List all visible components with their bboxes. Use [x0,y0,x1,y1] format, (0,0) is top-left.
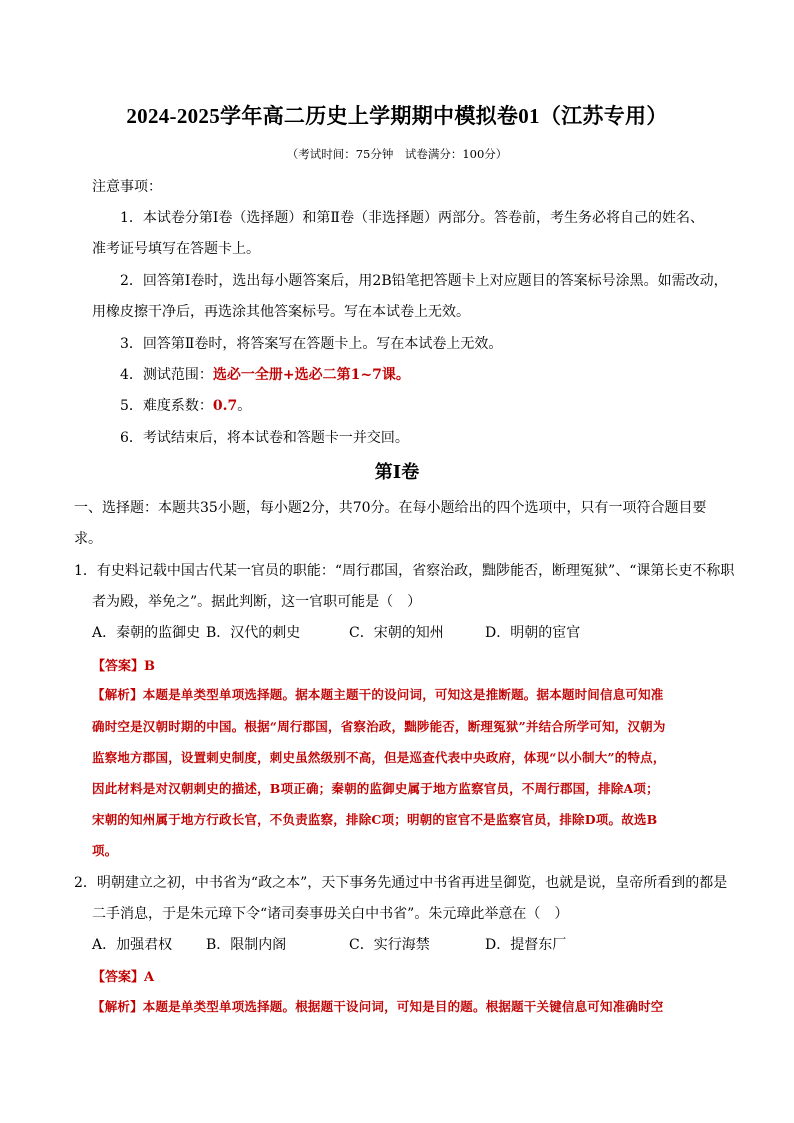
notice-item-5-label: 5．难度系数： [120,398,213,414]
q1-stem-line-2: 者为殿，举免之”。据此判断，这一官职可能是（ ） [92,594,422,610]
q1-analysis-line-2: 确时空是汉朝时期的中国。根据“周行郡国，省察治政，黜陟能否，断理冤狱”并结合所学可知，汉朝为 [92,719,666,734]
exam-info: （考试时间：75分钟 试卷满分：100分） [286,147,508,161]
notice-item-5-end: 。 [237,398,252,414]
q1-analysis-line-1: 【解析】本题是单类型单项选择题。据本题主题干的设问词，可知这是推断题。据本题时间信息可知准 [92,687,664,702]
notice-item-6: 6．考试结束后，将本试卷和答题卡一并交回。 [120,430,409,446]
q1-option-c: C．宋朝的知州 [349,625,444,641]
q1-analysis-line-6: 项。 [92,843,118,858]
notice-item-4-label: 4．测试范围： [120,367,213,383]
q1-answer-value: B [144,659,156,674]
q1-option-d: D．明朝的宦官 [485,625,581,641]
q2-option-a: A．加强君权 [92,937,173,953]
notice-item-2-line-1: 2．回答第Ⅰ卷时，选出每小题答案后，用2B铅笔把答题卡上对应题目的答案标号涂黑。如需改动， [120,273,728,289]
notice-item-3: 3．回答第Ⅱ卷时，将答案写在答题卡上。写在本试卷上无效。 [120,336,503,352]
q1-answer-label: 【答案】 [92,659,145,674]
notice-item-4 [120,364,410,384]
q2-option-b: B．限制内阁 [206,937,287,953]
q2-option-d: D．提督东厂 [485,937,567,953]
notice-heading: 注意事项： [92,179,162,195]
notice-item-1-line-2: 准考证号填写在答题卡上。 [92,241,260,257]
q1-analysis-line-3: 监察地方郡国，设置刺史制度，刺史虽然级别不高，但是巡查代表中央政府，体现“以小制大”的特点， [92,750,666,765]
section-intro-line-1: 一、选择题：本题共35小题，每小题2分，共70分。在每小题给出的四个选项中，只有一项符合题目要 [74,500,707,516]
q1-options [92,622,692,642]
notice-item-2-line-2: 用橡皮擦干净后，再选涂其他答案标号。写在本试卷上无效。 [92,304,470,320]
notice-item-1-line-1: 1．本试卷分第Ⅰ卷（选择题）和第Ⅱ卷（非选择题）两部分。答卷前，考生务必将自己的姓名、 [120,210,704,226]
q2-answer [92,966,154,985]
q2-stem-line-2: 二手消息，于是朱元璋下令“诸司奏事毋关白中书省”。朱元璋此举意在（ ） [92,906,569,922]
section-intro-line-2: 求。 [74,531,102,547]
q2-stem-line-1: 2．明朝建立之初，中书省为“政之本”，天下事务先通过中书省再进呈御览，也就是说，皇帝所看到的都是 [74,875,728,891]
q1-option-b: B．汉代的刺史 [206,625,301,641]
q1-answer [92,655,155,674]
q1-option-a: A．秦朝的监御史 [92,625,201,641]
q2-answer-value: A [144,970,155,985]
q1-analysis-line-4: 因此材料是对汉朝刺史的描述，B项正确；秦朝的监御史属于地方监察官员，不周行郡国，排除A项； [92,781,659,796]
section-title: 第Ⅰ卷 [374,462,420,483]
q2-answer-label: 【答案】 [92,970,145,985]
q2-options [92,934,692,954]
difficulty-value: 0.7 [212,398,238,414]
q1-analysis-line-5: 宋朝的知州属于地方行政长官，不负责监察，排除C项；明朝的宦官不是监察官员，排除D项。故选B [92,812,658,827]
q2-analysis-line-1: 【解析】本题是单类型单项选择题。根据题干设问词，可知是目的题。根据题干关键信息可知准确时空 [92,999,664,1014]
q2-option-c: C．实行海禁 [349,937,430,953]
q1-stem-line-1: 1．有史料记载中国古代某一官员的职能：“周行郡国，省察治政，黜陟能否，断理冤狱”、“课第长吏不称职 [74,563,735,579]
test-scope: 选必一全册+选必二第1~7课。 [212,367,410,383]
notice-item-5 [120,395,251,415]
page-title: 2024-2025学年高二历史上学期期中模拟卷01（江苏专用） [126,104,668,128]
